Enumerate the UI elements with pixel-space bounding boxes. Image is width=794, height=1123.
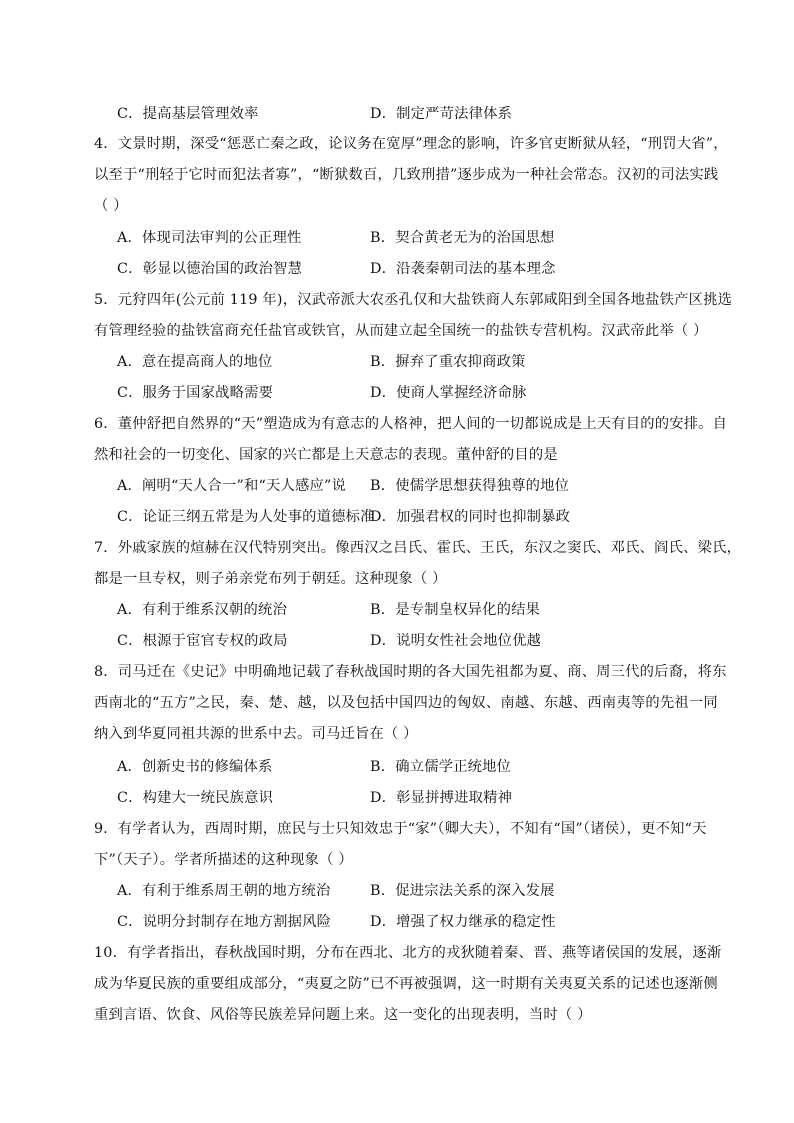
question-9-stem-line-1: 9．有学者认为，西周时期，庶民与士只知效忠于“家”（卿大夫），不知有“国”（诸侯），更不知“天 <box>94 821 707 837</box>
question-8-stem-line-3: 纳入到华夏同祖共源的世系中去。司马迁旨在（ ） <box>94 726 418 742</box>
question-6-stem-line-1: 6．董仲舒把自然界的“天”塑造成为有意志的人格神，把人间的一切都说成是上天有目的的安排。自 <box>94 416 728 432</box>
option-q8-a[interactable]: A．创新史书的修编体系 <box>117 759 273 775</box>
option-q4-b[interactable]: B．契合黄老无为的治国思想 <box>370 230 555 246</box>
option-q3-d[interactable]: D．制定严苛法律体系 <box>370 106 513 122</box>
option-q9-a[interactable]: A．有利于维系周王朝的地方统治 <box>117 883 331 899</box>
option-q6-d[interactable]: D．加强君权的同时也抑制暴政 <box>370 509 571 525</box>
question-4-stem-line-2: 以至于“刑轻于它时而犯法者寡”，“断狱数百，几致刑措”逐步成为一种社会常态。汉初的司法实践 <box>94 167 719 183</box>
option-q7-b[interactable]: B．是专制皇权异化的结果 <box>370 602 541 618</box>
question-4-stem-line-3: （ ） <box>94 198 128 214</box>
question-7-stem-line-1: 7．外戚家族的煊赫在汉代特别突出。像西汉之吕氏、霍氏、王氏，东汉之窦氏、邓氏、阎氏、梁氏， <box>94 540 742 556</box>
question-8-stem-line-1: 8．司马迁在《史记》中明确地记载了春秋战国时期的各大国先祖都为夏、商、周三代的后裔，将东 <box>94 664 727 680</box>
question-4-stem-line-1: 4．文景时期，深受“惩恶亡秦之政，论议务在宽厚”理念的影响，许多官吏断狱从轻，“刑罚大省”， <box>94 136 728 152</box>
question-8-stem-line-2: 西南北的“五方”之民，秦、楚、越，以及包括中国四边的匈奴、南越、东越、西南夷等的先祖一同 <box>94 695 718 711</box>
question-10-stem-line-1: 10．有学者指出，春秋战国时期，分布在西北、北方的戎狄随着秦、晋、燕等诸侯国的发展，逐渐 <box>94 945 722 961</box>
option-q6-b[interactable]: B．使儒学思想获得独尊的地位 <box>370 478 570 494</box>
option-q4-d[interactable]: D．沿袭秦朝司法的基本理念 <box>370 261 556 277</box>
option-q9-b[interactable]: B．促进宗法关系的深入发展 <box>370 883 555 899</box>
question-5-stem-line-1: 5．元狩四年(公元前 119 年)，汉武帝派大农丞孔仅和大盐铁商人东郭咸阳到全国各地盐铁产区挑选 <box>94 292 733 308</box>
option-q7-a[interactable]: A．有利于维系汉朝的统治 <box>117 602 287 618</box>
option-q3-c[interactable]: C．提高基层管理效率 <box>117 106 259 122</box>
option-q8-c[interactable]: C．构建大一统民族意识 <box>117 790 274 806</box>
option-q5-a[interactable]: A．意在提高商人的地位 <box>117 354 273 370</box>
option-q5-d[interactable]: D．使商人掌握经济命脉 <box>370 385 527 401</box>
question-6-stem-line-2: 然和社会的一切变化、国家的兴亡都是上天意志的表现。董仲舒的目的是 <box>94 447 558 463</box>
option-q4-c[interactable]: C．彰显以德治国的政治智慧 <box>117 261 303 277</box>
option-q9-d[interactable]: D．增强了权力继承的稳定性 <box>370 914 556 930</box>
option-q6-c[interactable]: C．论证三纲五常是为人处事的道德标准 <box>117 509 375 525</box>
option-q6-a[interactable]: A．阐明“天人合一”和“天人感应”说 <box>117 478 347 494</box>
option-q8-b[interactable]: B．确立儒学正统地位 <box>370 759 512 775</box>
question-10-stem-line-3: 重到言语、饮食、风俗等民族差异问题上来。这一变化的出现表明，当时（ ） <box>94 1007 592 1023</box>
option-q7-c[interactable]: C．根源于宦官专权的政局 <box>117 633 288 649</box>
option-q8-d[interactable]: D．彰显拼搏进取精神 <box>370 790 513 806</box>
option-q4-a[interactable]: A．体现司法审判的公正理性 <box>117 230 302 246</box>
option-q7-d[interactable]: D．说明女性社会地位优越 <box>370 633 542 649</box>
question-7-stem-line-2: 都是一旦专权，则子弟亲党布列于朝廷。这种现象（ ） <box>94 571 447 587</box>
option-q5-b[interactable]: B．摒弃了重农抑商政策 <box>370 354 526 370</box>
option-q9-c[interactable]: C．说明分封制存在地方割据风险 <box>117 914 332 930</box>
question-5-stem-line-2: 有管理经验的盐铁富商充任盐官或铁官，从而建立起全国统一的盐铁专营机构。汉武帝此举（ ） <box>94 323 708 339</box>
option-q5-c[interactable]: C．服务于国家战略需要 <box>117 385 274 401</box>
question-9-stem-line-2: 下”（天子）。学者所描述的这种现象（ ） <box>94 852 353 868</box>
question-10-stem-line-2: 成为华夏民族的重要组成部分，“夷夏之防”已不再被强调，这一时期有关夷夏关系的记述也逐渐侧 <box>94 976 718 992</box>
